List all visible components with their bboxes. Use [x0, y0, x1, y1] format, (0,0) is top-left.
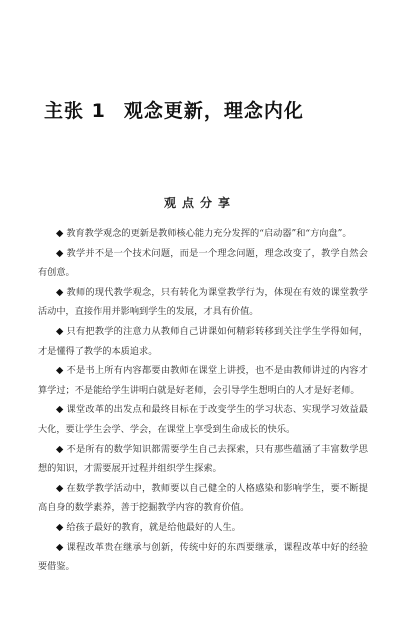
black-diamond-icon: ◆ — [56, 482, 64, 494]
viewpoint-text: 教师的现代教学观念，只有转化为课堂教学行为，体现在有效的课堂教学活动中，直接作用并影响到学生的发展，才具有价值。 — [38, 286, 368, 318]
chapter-title: 观念更新，理念内化 — [123, 100, 304, 122]
black-diamond-icon: ◆ — [56, 228, 64, 239]
chapter-heading — [38, 96, 304, 123]
black-diamond-icon: ◆ — [56, 521, 64, 533]
viewpoint-item — [38, 440, 368, 479]
viewpoint-text: 不是书上所有内容都要由教师在课堂上讲授，也不是由教师讲过的内容才算学过；不是能给学生讲明白就是好老师，会引导学生想明白的人才是好老师。 — [38, 365, 368, 396]
viewpoint-text: 教育教学观念的更新是教师核心能力充分发挥的“启动器”和“方向盘”。 — [66, 228, 352, 239]
black-diamond-icon: ◆ — [56, 325, 64, 337]
viewpoint-text: 教学并不是一个技术问题，而是一个理念问题，理念改变了，教学自然会有创意。 — [38, 247, 368, 279]
viewpoint-text: 不是所有的数学知识都需要学生自己去探索，只有那些蕴涵了丰富数学思想的知识，才需要展开过程并组织学生探索。 — [38, 443, 368, 475]
viewpoint-text: 课堂改革的出发点和最终目标在于改变学生的学习状态、实现学习效益最大化，要让学生会学、学会，在课堂上享受到生命成长的快乐。 — [38, 404, 368, 435]
chapter-label: 主张 1 — [44, 100, 106, 122]
black-diamond-icon: ◆ — [56, 365, 64, 377]
viewpoint-item — [38, 538, 368, 577]
viewpoint-item — [38, 361, 368, 400]
black-diamond-icon: ◆ — [56, 404, 64, 416]
viewpoint-item — [38, 322, 368, 361]
viewpoint-text: 给孩子最好的教育，就是给他最好的人生。 — [66, 521, 241, 533]
viewpoint-item — [38, 224, 368, 244]
viewpoint-item — [38, 244, 368, 283]
black-diamond-icon: ◆ — [56, 286, 64, 298]
viewpoint-item — [38, 479, 368, 518]
viewpoint-text: 只有把教学的注意力从教师自己讲课如何精彩转移到关注学生学得如何，才是懂得了教学的本质追求。 — [38, 325, 368, 357]
viewpoint-text: 课程改革贵在继承与创新，传统中好的东西要继承，课程改革中好的经验要借鉴。 — [38, 541, 368, 573]
viewpoint-item — [38, 283, 368, 322]
black-diamond-icon: ◆ — [56, 443, 64, 455]
black-diamond-icon: ◆ — [56, 247, 64, 259]
viewpoint-text: 在数学教学活动中，教师要以自己健全的人格感染和影响学生，要不断提高自身的数学素养，善于挖掘教学内容的教育价值。 — [38, 482, 368, 514]
section-title: 观点分享 — [163, 196, 236, 210]
black-diamond-icon: ◆ — [56, 541, 64, 553]
viewpoint-item — [38, 518, 368, 538]
viewpoint-list — [38, 224, 368, 577]
viewpoint-item — [38, 400, 368, 439]
